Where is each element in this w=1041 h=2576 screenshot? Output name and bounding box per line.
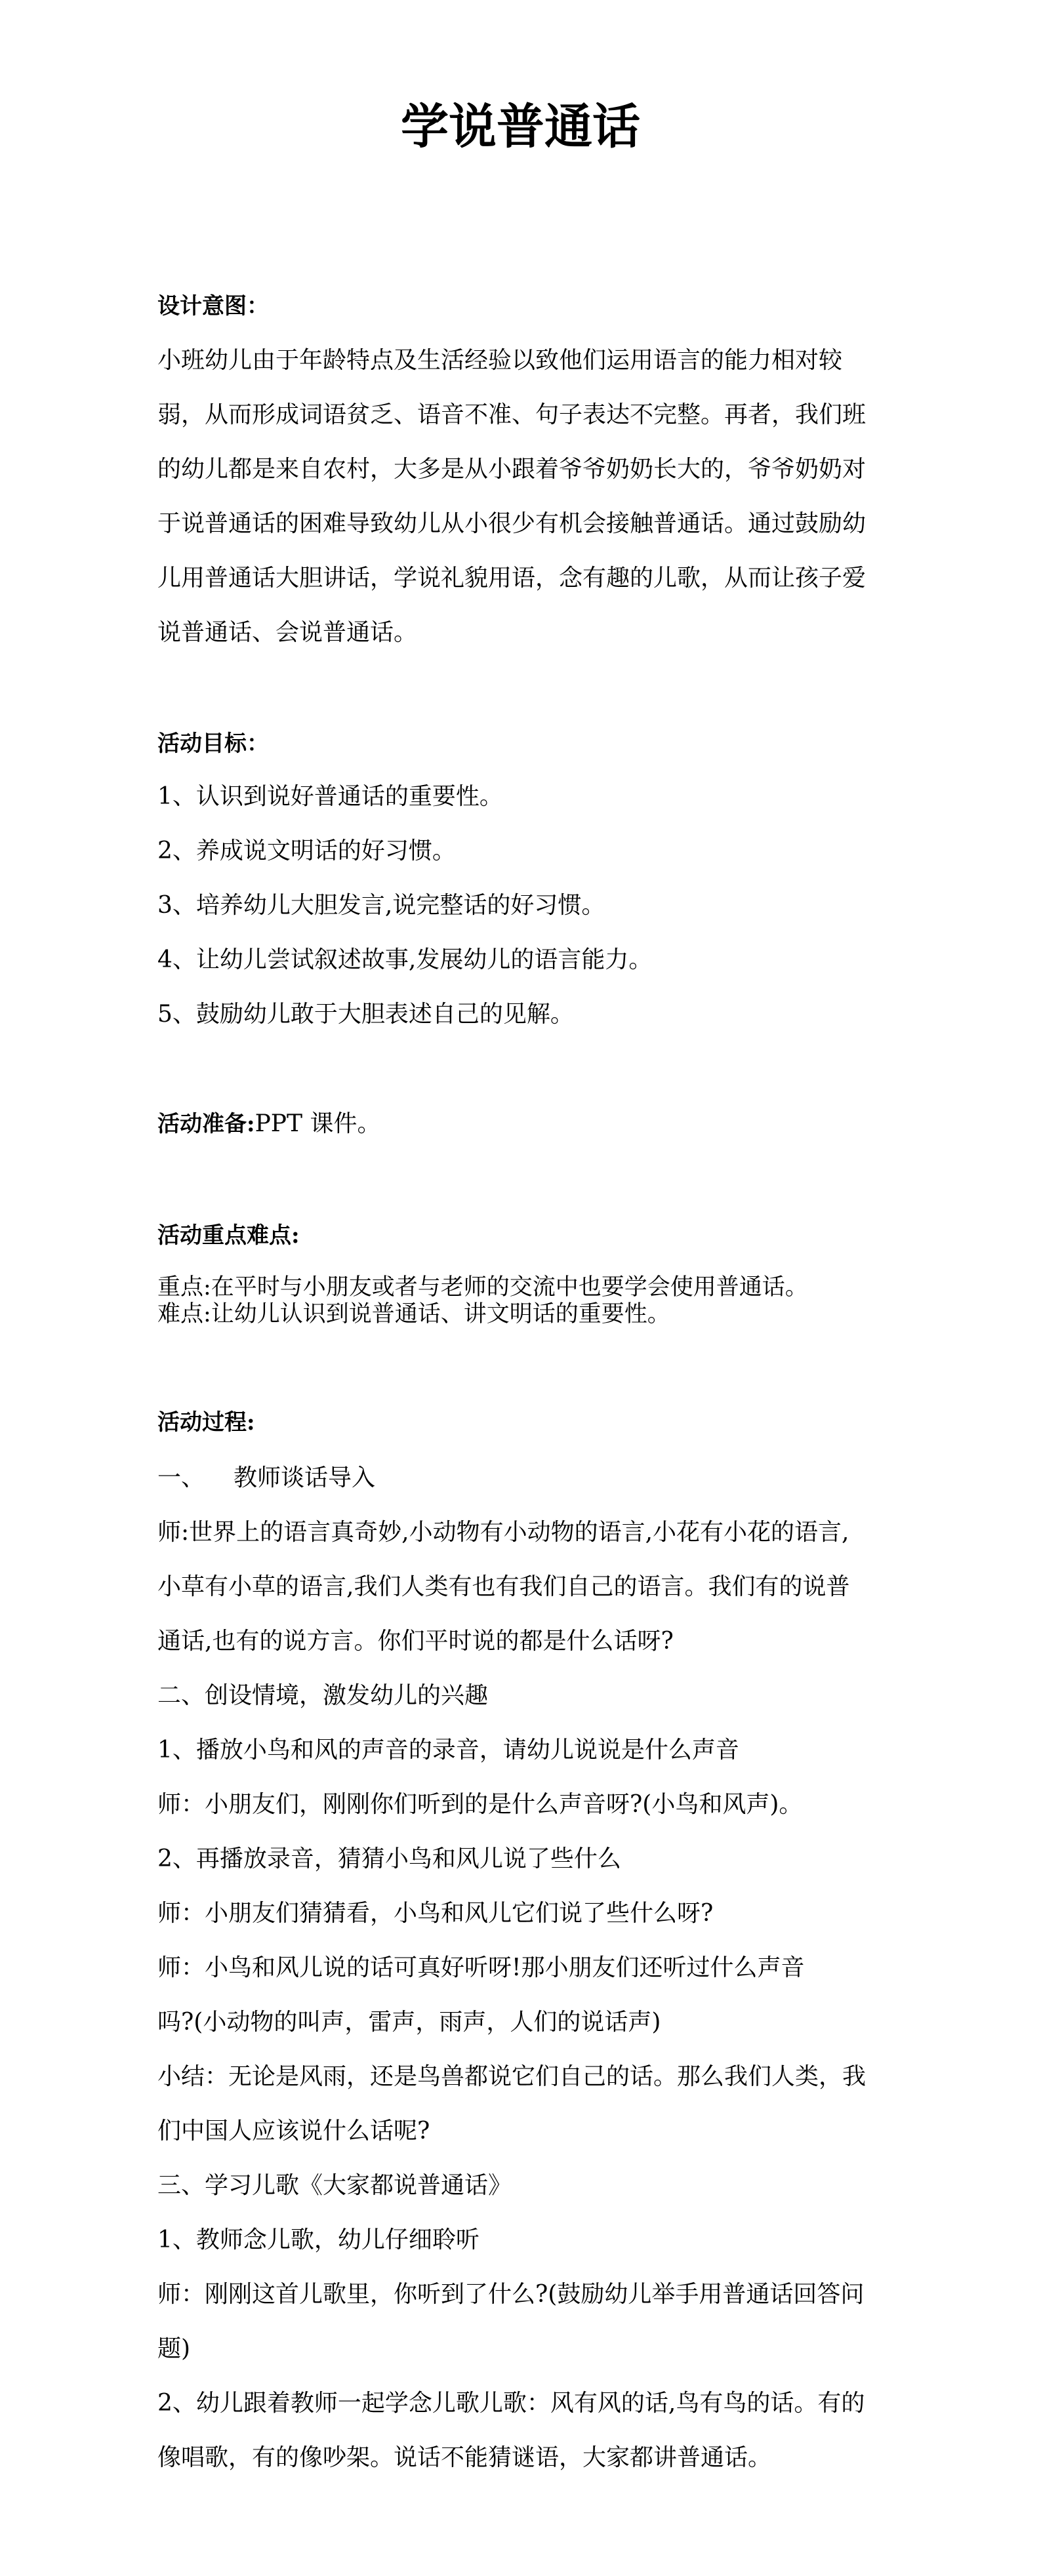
process-line: 吗?(小动物的叫声，雷声，雨声，人们的说话声) bbox=[157, 2009, 661, 2036]
process-step-heading bbox=[157, 1465, 375, 1491]
paragraph-line: 儿用普通话大胆讲话，学说礼貌用语，念有趣的儿歌，从而让孩子爱 bbox=[157, 565, 867, 592]
process-line: 通话,也有的说方言。你们平时说的都是什么话呀? bbox=[157, 1628, 674, 1655]
goal-item: 1、认识到说好普通话的重要性。 bbox=[157, 783, 503, 810]
goal-item: 2、养成说文明话的好习惯。 bbox=[157, 837, 456, 864]
process-line: 师：刚刚这首儿歌里，你听到了什么?(鼓励幼儿举手用普通话回答问 bbox=[157, 2281, 865, 2308]
goal-item: 5、鼓励幼儿敢于大胆表述自己的见解。 bbox=[157, 1001, 574, 1028]
section-heading-design-intent: 设计意图： bbox=[157, 293, 269, 319]
process-line: 师：小鸟和风儿说的话可真好听呀!那小朋友们还听过什么声音 bbox=[157, 1954, 805, 1981]
goal-item: 4、让幼儿尝试叙述故事,发展幼儿的语言能力。 bbox=[157, 946, 653, 973]
process-line: 2、幼儿跟着教师一起学念儿歌儿歌：风有风的话,鸟有鸟的话。有的 bbox=[157, 2390, 865, 2417]
process-line: 像唱歌，有的像吵架。说话不能猜谜语，大家都讲普通话。 bbox=[157, 2444, 772, 2471]
paragraph-line: 于说普通话的困难导致幼儿从小很少有机会接触普通话。通过鼓励幼 bbox=[157, 510, 867, 537]
process-line: 题) bbox=[157, 2335, 191, 2362]
key-point-line: 重点:在平时与小朋友或者与老师的交流中也要学会使用普通话。 bbox=[157, 1274, 808, 1300]
paragraph-line: 的幼儿都是来自农村，大多是从小跟着爷爷奶奶长大的，爷爷奶奶对 bbox=[157, 456, 867, 483]
process-line: 小草有小草的语言,我们人类有也有我们自己的语言。我们有的说普 bbox=[157, 1573, 850, 1600]
difficulty-line: 难点:让幼儿认识到说普通话、讲文明话的重要性。 bbox=[157, 1301, 670, 1327]
process-line: 师:世界上的语言真奇妙,小动物有小动物的语言,小花有小花的语言, bbox=[157, 1519, 849, 1546]
process-step-heading: 三、学习儿歌《大家都说普通话》 bbox=[157, 2172, 512, 2199]
process-line: 1、教师念儿歌，幼儿仔细聆听 bbox=[157, 2226, 480, 2253]
process-line: 小结：无论是风雨，还是鸟兽都说它们自己的话。那么我们人类，我 bbox=[157, 2063, 867, 2090]
goal-item: 3、培养幼儿大胆发言,说完整话的好习惯。 bbox=[157, 892, 605, 919]
process-line: 师：小朋友们猜猜看，小鸟和风儿它们说了些什么呀? bbox=[157, 1900, 714, 1927]
paragraph-line: 弱，从而形成词语贫乏、语音不准、句子表达不完整。再者，我们班 bbox=[157, 401, 867, 428]
document-title: 学说普通话 bbox=[401, 98, 640, 155]
section-heading-key-points: 活动重点难点: bbox=[157, 1222, 300, 1249]
process-line: 1、播放小鸟和风的声音的录音，请幼儿说说是什么声音 bbox=[157, 1737, 739, 1763]
process-line: 们中国人应该说什么话呢? bbox=[157, 2118, 430, 2144]
process-line: 师：小朋友们，刚刚你们听到的是什么声音呀?(小鸟和风声)。 bbox=[157, 1791, 803, 1818]
section-heading-goals: 活动目标： bbox=[157, 731, 269, 757]
preparation-value: PPT 课件。 bbox=[255, 1110, 381, 1137]
paragraph-line: 说普通话、会说普通话。 bbox=[157, 619, 418, 646]
section-heading-preparation: 活动准备: bbox=[157, 1111, 255, 1137]
process-line: 2、再播放录音，猜猜小鸟和风儿说了些什么 bbox=[157, 1845, 621, 1872]
process-step-heading: 二、创设情境，激发幼儿的兴趣 bbox=[157, 1682, 489, 1709]
preparation-line bbox=[157, 1111, 380, 1137]
step-number: 一、 bbox=[157, 1464, 205, 1491]
section-heading-process: 活动过程: bbox=[157, 1409, 255, 1436]
step-title: 教师谈话导入 bbox=[234, 1464, 376, 1491]
paragraph-line: 小班幼儿由于年龄特点及生活经验以致他们运用语言的能力相对较 bbox=[157, 347, 843, 374]
